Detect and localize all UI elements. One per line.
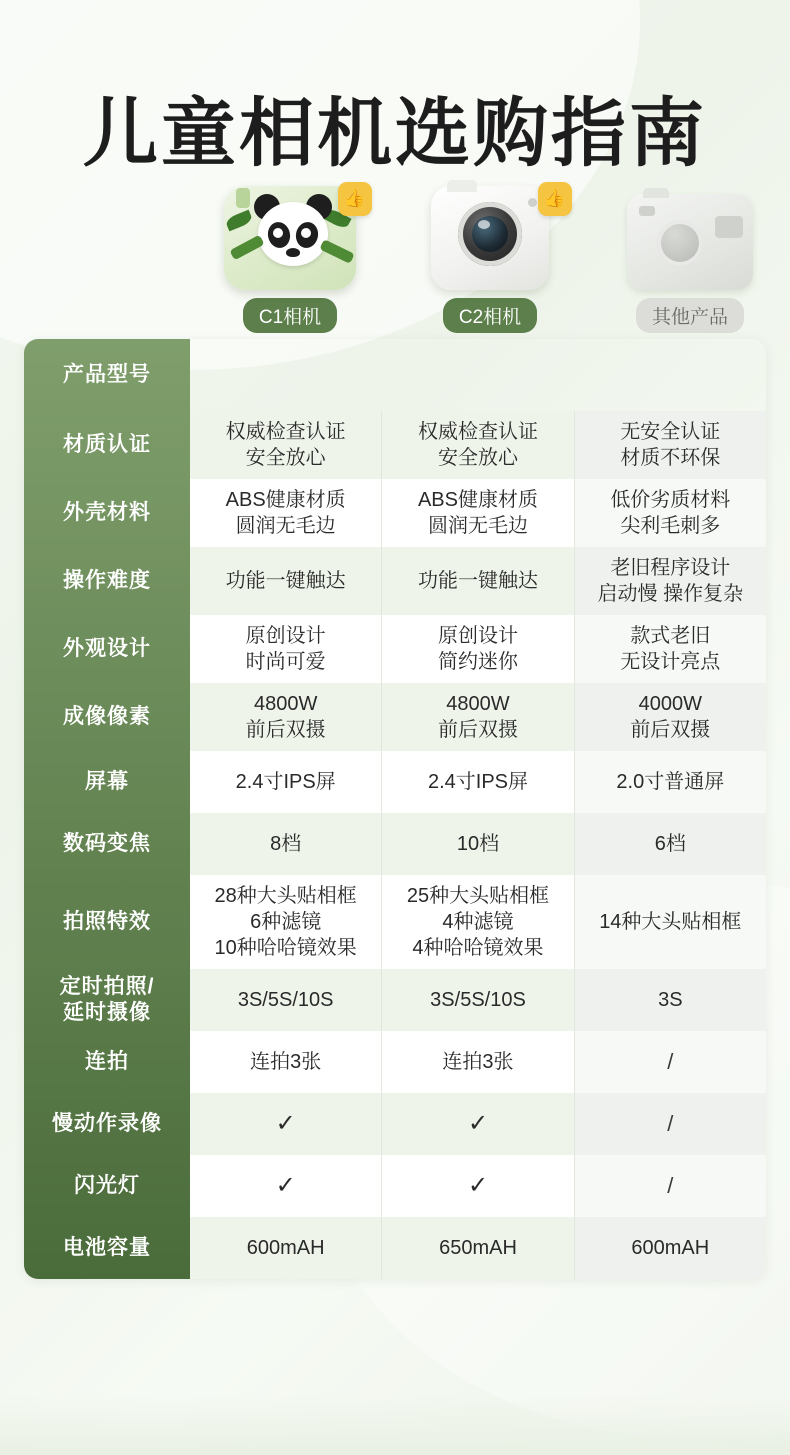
cell-c1: 权威检查认证 安全放心 — [190, 411, 382, 479]
table-row — [24, 875, 766, 969]
cell-other — [575, 1031, 766, 1093]
table-row — [24, 411, 766, 479]
table-row — [24, 1155, 766, 1217]
check-icon: ✓ — [467, 1110, 489, 1138]
cell-c2: ABS健康材质 圆润无毛边 — [382, 479, 574, 547]
page-title: 儿童相机选购指南 — [82, 91, 707, 175]
cell-other — [575, 1155, 766, 1217]
row-label: 慢动作录像 — [24, 1093, 190, 1155]
leaf-shape — [225, 210, 254, 232]
table-row — [24, 969, 766, 1031]
product-image-c2 — [423, 186, 566, 290]
cell-c1 — [190, 1093, 382, 1155]
row-label: 屏幕 — [24, 751, 190, 813]
row-label: 操作难度 — [24, 547, 190, 615]
product-label-other: 其他产品 — [636, 298, 744, 333]
panda-lens-right — [301, 228, 311, 238]
cell-c2: 功能一键触达 — [382, 547, 574, 615]
cell-c1: 28种大头贴相框 6种滤镜 10种哈哈镜效果 — [190, 875, 382, 969]
check-icon: ✓ — [467, 1172, 489, 1200]
cell-c1: 4800W 前后双摄 — [190, 683, 382, 751]
cell-c1: 8档 — [190, 813, 382, 875]
cell-c1: 3S/5S/10S — [190, 969, 382, 1031]
cell-c2 — [382, 1155, 574, 1217]
white-camera-icon — [431, 186, 549, 290]
table-row — [24, 615, 766, 683]
camera-strap-shape — [236, 188, 250, 208]
camera-top-shape — [447, 180, 477, 192]
camera-flash-shape — [639, 206, 655, 216]
comparison-table — [24, 339, 766, 1279]
row-label: 数码变焦 — [24, 813, 190, 875]
cell-c2: 10档 — [382, 813, 574, 875]
table-row — [24, 751, 766, 813]
table-row — [24, 479, 766, 547]
cell-other: 2.0寸普通屏 — [575, 751, 766, 813]
product-header-row — [0, 171, 790, 333]
row-label: 产品型号 — [24, 339, 190, 411]
row-label: 电池容量 — [24, 1217, 190, 1279]
header-spacer — [190, 339, 766, 411]
cell-c1: 功能一键触达 — [190, 547, 382, 615]
cell-c2: 25种大头贴相框 4种滤镜 4种哈哈镜效果 — [382, 875, 574, 969]
row-label: 拍照特效 — [24, 875, 190, 969]
row-label: 闪光灯 — [24, 1155, 190, 1217]
row-label: 外观设计 — [24, 615, 190, 683]
cell-other: 低价劣质材料 尖利毛刺多 — [575, 479, 766, 547]
not-available-mark: / — [667, 1048, 674, 1074]
camera-lens-inner — [472, 216, 508, 252]
cell-c2: 原创设计 简约迷你 — [382, 615, 574, 683]
product-column-c2 — [390, 171, 590, 333]
panda-lens-left — [273, 228, 283, 238]
row-label: 外壳材料 — [24, 479, 190, 547]
generic-camera-icon — [627, 194, 753, 290]
check-icon: ✓ — [275, 1172, 296, 1200]
table-row — [24, 547, 766, 615]
cell-c2: 4800W 前后双摄 — [382, 683, 574, 751]
table-row — [24, 813, 766, 875]
product-header-spacer — [0, 171, 190, 333]
cell-other: 6档 — [575, 813, 766, 875]
camera-screen-shape — [715, 216, 743, 238]
camera-top-shape — [643, 188, 669, 198]
thumbs-up-icon: 👍 — [338, 182, 372, 216]
cell-other: 600mAH — [575, 1217, 766, 1279]
bamboo-shape — [229, 235, 264, 261]
row-label: 连拍 — [24, 1031, 190, 1093]
product-label-c2: C2相机 — [443, 298, 537, 333]
product-image-other — [623, 193, 758, 290]
table-row — [24, 1217, 766, 1279]
product-label-c1: C1相机 — [243, 298, 337, 333]
cell-c1 — [190, 1155, 382, 1217]
product-image-c1 — [223, 186, 366, 290]
camera-indicator-dot — [528, 198, 537, 207]
cell-c2: 3S/5S/10S — [382, 969, 574, 1031]
cell-other: 3S — [575, 969, 766, 1031]
cell-c1: 连拍3张 — [190, 1031, 382, 1093]
panda-nose — [286, 248, 300, 257]
table-row — [24, 339, 766, 411]
cell-other: 无安全认证 材质不环保 — [575, 411, 766, 479]
cell-c1: 600mAH — [190, 1217, 382, 1279]
product-column-c1 — [190, 171, 390, 333]
cell-other: 款式老旧 无设计亮点 — [575, 615, 766, 683]
check-icon: ✓ — [275, 1110, 296, 1138]
cell-c1: 原创设计 时尚可爱 — [190, 615, 382, 683]
thumbs-up-icon: 👍 — [538, 182, 572, 216]
table-row — [24, 1093, 766, 1155]
panda-camera-icon — [224, 186, 356, 290]
table-row — [24, 1031, 766, 1093]
camera-lens-outer — [458, 202, 522, 266]
product-column-other — [590, 171, 790, 333]
bamboo-shape — [319, 239, 354, 264]
row-label: 成像像素 — [24, 683, 190, 751]
not-available-mark: / — [667, 1110, 674, 1136]
camera-lens-glint — [478, 220, 490, 229]
table-row — [24, 683, 766, 751]
cell-c2 — [382, 1093, 574, 1155]
cell-c2: 权威检查认证 安全放心 — [382, 411, 574, 479]
cell-c2: 连拍3张 — [382, 1031, 574, 1093]
cell-other: 4000W 前后双摄 — [575, 683, 766, 751]
row-label: 定时拍照/ 延时摄像 — [24, 969, 190, 1031]
cell-c2: 2.4寸IPS屏 — [382, 751, 574, 813]
cell-other: 老旧程序设计 启动慢 操作复杂 — [575, 547, 766, 615]
cell-other — [575, 1093, 766, 1155]
row-label: 材质认证 — [24, 411, 190, 479]
cell-c1: ABS健康材质 圆润无毛边 — [190, 479, 382, 547]
not-available-mark: / — [667, 1172, 674, 1198]
camera-lens-outer — [657, 220, 703, 266]
cell-c2: 650mAH — [382, 1217, 574, 1279]
cell-c1: 2.4寸IPS屏 — [190, 751, 382, 813]
cell-other: 14种大头贴相框 — [575, 875, 766, 969]
